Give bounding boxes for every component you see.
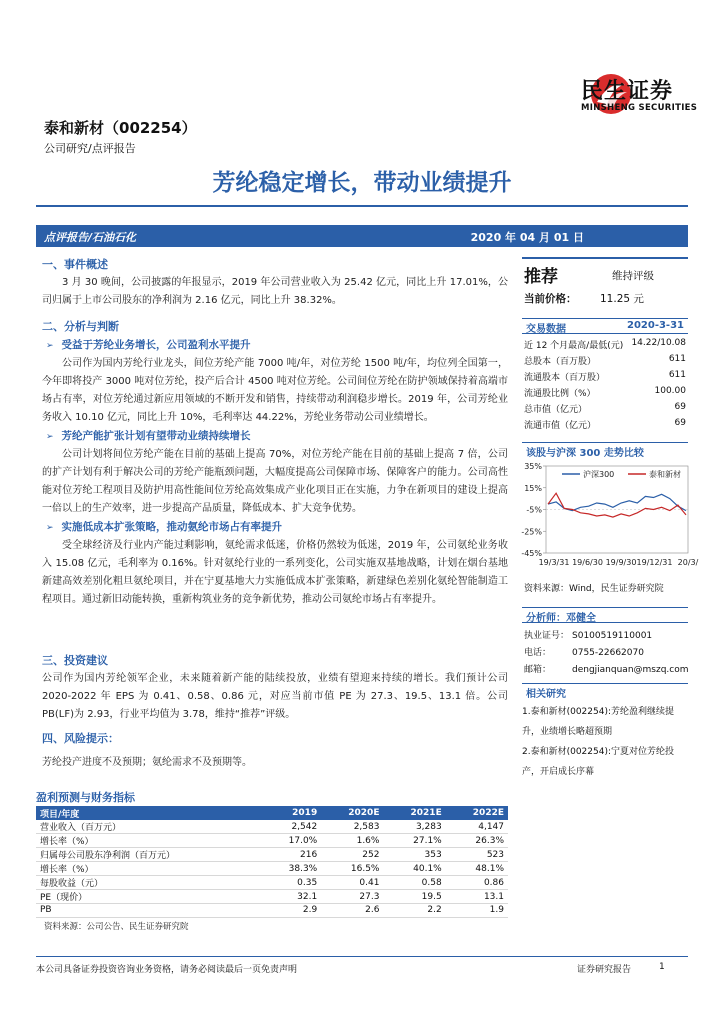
trade-data-row — [522, 336, 688, 352]
financial-table — [36, 806, 508, 918]
x-tick-label: 20/3/ — [677, 558, 699, 567]
subheading-2 — [42, 427, 508, 446]
rating-value: 推荐 — [524, 267, 558, 287]
arrow-bullet-icon: ➢ — [46, 341, 54, 351]
analyst-title: 分析师：邓健全 — [526, 613, 596, 624]
trade-data-row — [522, 400, 688, 416]
table-cell: 4,147 — [446, 820, 508, 834]
table-cell: 1.6% — [321, 834, 383, 848]
footer-disclaimer: 本公司具备证券投资咨询业务资格，请务必阅读最后一页免责声明 — [36, 965, 298, 975]
trade-data-key: 流通股比例（%） — [524, 389, 596, 399]
trade-data-row — [522, 416, 688, 432]
analyst-row — [524, 628, 652, 641]
legend-label: 泰和新材 — [649, 470, 681, 479]
trade-data-value: 611 — [668, 354, 686, 364]
table-cell: 523 — [446, 848, 508, 862]
y-tick-label: -5% — [526, 505, 542, 515]
analyst-key: 执业证号： — [524, 631, 570, 641]
table-cell: 0.58 — [383, 876, 445, 890]
table-cell: 2,583 — [321, 820, 383, 834]
y-tick-label: 15% — [524, 483, 542, 493]
x-tick-label: 19/3/31 — [538, 558, 570, 567]
table-cell: 26.3% — [446, 834, 508, 848]
paragraph-4: 公司作为国内芳纶领军企业，未来随着新产能的陆续投放，业绩有望迎来持续的增长。我们预计公司 2020-2022 年 EPS 为 0.41、0.58、0.86 元，对应当前市值 PE 为 27.3、19.5、13.1 倍。公司 PB(LF)为 2.93，行业平均值为 3.78，维持“推荐”评级。 — [42, 673, 508, 720]
trade-data-key: 总市值（亿元） — [524, 405, 588, 415]
trade-data-date: 2020-3-31 — [626, 320, 684, 331]
table-cell: 增长率（%） — [36, 834, 263, 848]
related-item-2: 2.泰和新材(002254):宁夏对位芳纶投产，开启成长序幕 — [522, 747, 674, 777]
trade-data-row — [522, 384, 688, 400]
trade-data-value: 69 — [674, 418, 686, 428]
analyst-value: dengjianquan@mszq.com — [572, 665, 689, 675]
y-tick-label: -25% — [521, 527, 542, 537]
table-cell: 27.1% — [383, 834, 445, 848]
table-cell: 252 — [321, 848, 383, 862]
table-cell: 归属母公司股东净利润（百万元） — [36, 848, 263, 862]
rating-divider — [522, 257, 688, 259]
table-cell: 13.1 — [446, 890, 508, 904]
table-cell: 0.35 — [263, 876, 321, 890]
trade-data-key: 近 12 个月最高/最低(元) — [524, 341, 624, 351]
trade-data-row — [522, 368, 688, 384]
table-cell: 19.5 — [383, 890, 445, 904]
table-cell: 216 — [263, 848, 321, 862]
price-comparison-chart — [516, 456, 699, 580]
related-research-header — [522, 683, 688, 699]
paragraph-5: 芳纶投产进度不及预期；氨纶需求不及预期等。 — [42, 757, 252, 768]
report-date: 2020 年 04 月 01 日 — [470, 231, 584, 244]
trade-data-value: 69 — [674, 402, 686, 412]
analyst-row — [524, 662, 689, 675]
subheading-3-text: 实施低成本扩张策略，推动氨纶市场占有率提升 — [61, 521, 283, 533]
table-cell: 17.0% — [263, 834, 321, 848]
related-research-title: 相关研究 — [526, 689, 566, 700]
table-cell: 2.9 — [263, 904, 321, 918]
chart-source: 资料来源：Wind，民生证券研究院 — [524, 584, 664, 594]
paragraph-1: 公司作为国内芳纶行业龙头，间位芳纶产能 7000 吨/年，对位芳纶 1500 吨/年，均位列全国第一，今年即将投产 3000 吨对位芳纶，投产后合计 4500 吨对位芳纶。公司间位芳纶在防护领域保持着高端市场占有率，对位芳纶通过新应用领域的不断开发和销售，持续带动利润稳步增长。2019 年，公司芳纶业务收入 10.10 亿元，同比上升 10%，毛利率达 44.22%，芳纶业务带动公司业绩增长。 — [42, 358, 508, 423]
table-cell: 40.1% — [383, 862, 445, 876]
financial-table-header — [36, 806, 508, 820]
trade-data-key: 总股本（百万股） — [524, 357, 597, 367]
arrow-bullet-icon: ➢ — [46, 432, 54, 442]
table-row — [36, 904, 508, 918]
analyst-key: 邮箱： — [524, 665, 552, 675]
analyst-value: 0755-22662070 — [572, 648, 644, 658]
x-tick-label: 19/6/30 — [572, 558, 603, 567]
chart-title: 该股与沪深 300 走势比较 — [526, 448, 644, 459]
related-item-1: 1.泰和新材(002254):芳纶盈利继续提升，业绩增长略超预期 — [522, 707, 674, 737]
x-tick-label: 19/9/30 — [605, 558, 637, 567]
table-row — [36, 862, 508, 876]
table-cell: PB — [36, 904, 263, 918]
trade-data-value: 611 — [668, 370, 686, 380]
section-title-3: 三、投资建议 — [42, 654, 108, 667]
page-title: 芳纶稳定增长，带动业绩提升 — [212, 170, 512, 196]
table-cell: 营业收入（百万元） — [36, 820, 263, 834]
table-cell: 2,542 — [263, 820, 321, 834]
table-row — [36, 876, 508, 890]
section-title-2: 二、分析与判断 — [42, 320, 119, 333]
table-row — [36, 834, 508, 848]
y-tick-label: 35% — [524, 462, 542, 471]
table-cell: 2.6 — [321, 904, 383, 918]
subheading-2-text: 芳纶产能扩张计划有望带动业绩持续增长 — [61, 430, 251, 442]
trade-data-title: 交易数据 — [526, 324, 566, 335]
brand-name-en: MINSHENG SECURITIES — [581, 103, 698, 113]
trade-data-header — [522, 318, 688, 334]
analyst-row — [524, 645, 644, 658]
col-header: 项目/年度 — [36, 806, 263, 820]
trade-data-row — [522, 352, 688, 368]
report-type: 公司研究/点评报告 — [44, 142, 136, 155]
title-divider — [36, 205, 688, 207]
table-cell: 32.1 — [263, 890, 321, 904]
company-name: 泰和新材（002254） — [44, 119, 197, 137]
footer-label: 证券研究报告 — [577, 965, 632, 975]
table-cell: 每股收益（元） — [36, 876, 263, 890]
table-cell: 增长率（%） — [36, 862, 263, 876]
price-value: 11.25 元 — [600, 293, 644, 305]
table-row — [36, 820, 508, 834]
table-cell: 48.1% — [446, 862, 508, 876]
col-header: 2021E — [383, 806, 445, 820]
y-tick-label: -45% — [521, 549, 542, 558]
report-banner — [36, 225, 688, 247]
table-cell: 2.2 — [383, 904, 445, 918]
body-section-4 — [42, 730, 508, 772]
section-title-1: 一、事件概述 — [42, 258, 108, 271]
analyst-key: 电话： — [524, 648, 552, 658]
trade-data-key: 流通股本（百万股） — [524, 373, 606, 383]
section-title-4: 四、风险提示： — [42, 732, 119, 745]
table-cell: 16.5% — [321, 862, 383, 876]
table-cell: PE（现价） — [36, 890, 263, 904]
subheading-1-text: 受益于芳纶业务增长，公司盈利水平提升 — [61, 339, 251, 351]
price-label: 当前价格： — [524, 293, 577, 305]
table-cell: 1.9 — [446, 904, 508, 918]
analyst-header — [522, 607, 688, 623]
body-section-3 — [42, 652, 508, 724]
paragraph-2: 公司计划将间位芳纶产能在目前的基础上提高 70%，对位芳纶产能在目前的基础上提高 7 倍，公司的扩产计划有利于解决公司的芳纶产能瓶颈问题，大幅度提高公司保障市场、保障客户的能力。公司高性能对位芳纶工程项目及防护用高性能间位芳纶高效集成产业化项目正在实施，力争在新项目的建设上提高一倍以上的生产效率，进一步提高产品质量，降低成本、扩大竞争优势。 — [42, 449, 508, 514]
x-tick-label: 19/12/31 — [636, 558, 673, 567]
table-cell: 3,283 — [383, 820, 445, 834]
body-section-2 — [42, 318, 508, 609]
section-1-paragraph: 3 月 30 晚间，公司披露的年报显示，2019 年公司营业收入为 25.42 亿元，同比上升 17.01%，公司归属于上市公司股东的净利润为 2.16 亿元，同比上升 38.32%。 — [42, 277, 508, 306]
col-header: 2022E — [446, 806, 508, 820]
table-row — [36, 848, 508, 862]
table-cell: 38.3% — [263, 862, 321, 876]
analyst-value: S0100519110001 — [572, 631, 653, 641]
subheading-1 — [42, 336, 508, 355]
related-research-list — [522, 702, 688, 782]
table-row — [36, 890, 508, 904]
financial-table-title: 盈利预测与财务指标 — [36, 791, 135, 804]
legend-label: 沪深300 — [583, 470, 615, 479]
trade-data-value: 14.22/10.08 — [631, 338, 686, 348]
table-cell: 0.86 — [446, 876, 508, 890]
body-section-1 — [42, 256, 508, 310]
table-cell: 353 — [383, 848, 445, 862]
trade-data-key: 流通市值（亿元） — [524, 421, 597, 431]
col-header: 2019 — [263, 806, 321, 820]
footer-divider — [36, 956, 688, 957]
table-cell: 0.41 — [321, 876, 383, 890]
report-category: 点评报告/石油石化 — [44, 231, 137, 244]
col-header: 2020E — [321, 806, 383, 820]
financial-table-source: 资料来源：公司公告、民生证券研究院 — [44, 922, 189, 932]
table-cell: 27.3 — [321, 890, 383, 904]
page-number: 1 — [659, 962, 665, 972]
paragraph-3: 受全球经济及行业内产能过剩影响，氨纶需求低迷，价格仍然较为低迷，2019 年，公司氨纶业务收入 15.08 亿元，毛利率为 0.16%。针对氨纶行业的一系列变化，公司实施双基地战略，计划在烟台基地新建高效差别化粗旦氨纶项目，并在宁夏基地大力实施低成本扩张策略，新建绿色差别化氨纶智能制造工程项目。通过新旧动能转换，重新构筑业务的竞争新优势，推动公司氨纶市场占有率提升。 — [42, 540, 508, 605]
brand-name-cn: 民生证券 — [581, 79, 674, 104]
trade-data-value: 100.00 — [654, 386, 686, 396]
arrow-bullet-icon: ➢ — [46, 523, 54, 533]
subheading-3 — [42, 518, 508, 537]
rating-note: 维持评级 — [612, 270, 654, 282]
